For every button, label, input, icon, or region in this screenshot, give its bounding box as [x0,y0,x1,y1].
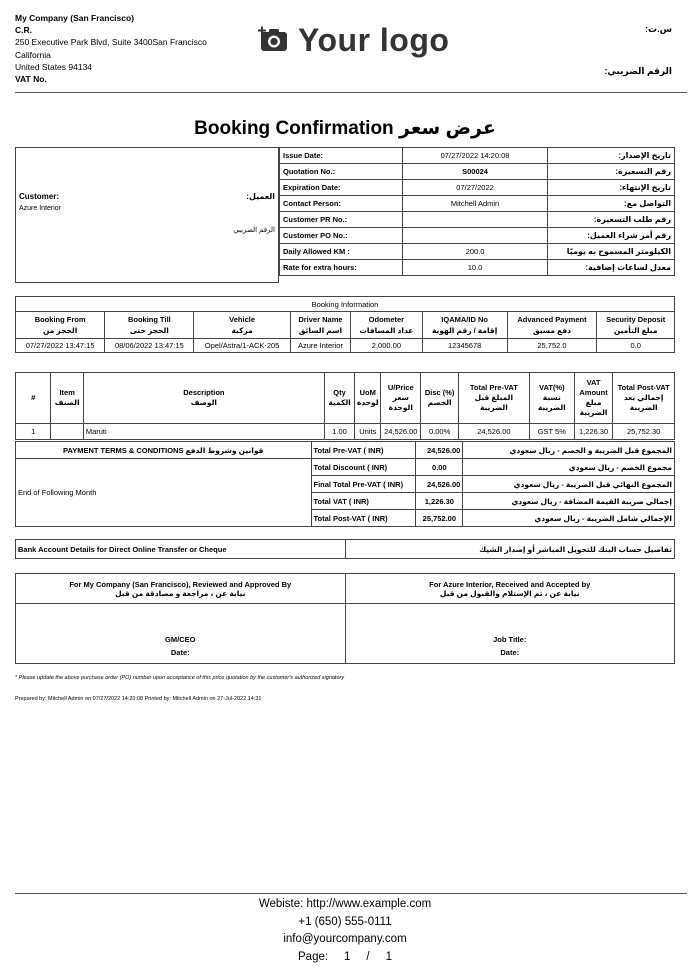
booking-col-header: Vehicle مركبة [194,312,290,339]
lines-col-header: Total Pre-VAT المبلغ قبل الضريبة [458,373,529,424]
info-value [403,212,547,228]
line-qty: 1.00 [324,424,354,440]
footer [0,896,690,966]
booking-col-header: Advanced Payment دفع مسبق [507,312,597,339]
lines-col-header: UoM لوحدة [355,373,381,424]
header-divider [15,92,687,93]
totals-row [16,442,675,459]
info-label-ar: تاريخ الإصدار: [547,148,674,164]
info-label: Rate for extra hours: [280,260,403,276]
driver-name: Azure Interior [290,339,350,353]
po-note: * Please update the above purchase order (PO) number upon acceptance of this price quotation by the customer's authorized signatory [15,675,345,681]
bank-details-label-ar: تفاصيل حساب البنك للتحويل المباشر أو إصدار الشيك [345,540,675,559]
lines-col-header: VAT(%) نسبة الضريبة [529,373,574,424]
signature-right-role: Job Title: [493,635,527,644]
info-value: Mitchell Admin [403,196,547,212]
lines-col-header: Item الصنف [51,373,83,424]
info-row [280,212,675,228]
info-label-ar: تاريخ الإنتهاء: [547,180,674,196]
booking-info-title: Booking Information [16,297,675,312]
bank-details-label: Bank Account Details for Direct Online Transfer or Cheque [16,540,346,559]
vehicle: Opel/Astra/1-ACK-205 [194,339,290,353]
booking-col-header: IQAMA/ID No إقامة / رقم الهوية [422,312,507,339]
signature-left-title: For My Company (San Francisco), Reviewed and Approved By نيابة عن ، مراجعة و مصادقة من قبل [16,574,346,604]
prepared-by: Prepared by: Mitchell Admin on 07/27/2022 14:20:08 Printed by: Mitchell Admin on 27-Jul-2022 14:31 [15,696,262,702]
company-address-line3: United States 94134 [15,61,93,72]
info-value: 10.0 [403,260,547,276]
totals-row [16,459,675,476]
company-address-line2: California [15,49,51,60]
info-label: Customer PO No.: [280,228,403,244]
total-label: Total VAT ( INR) [311,493,416,510]
lines-col-header: Total Post-VAT إجمالي بعد الضريبة [613,373,675,424]
line-total-pre-vat: 24,526.00 [458,424,529,440]
customer-name: Azure Interior [19,205,62,212]
footer-email: info@yourcompany.com [283,933,407,945]
lines-col-header: U/Price سعر الوحدة [381,373,421,424]
info-row [280,228,675,244]
booking-from: 07/27/2022 13:47:15 [16,339,105,353]
total-value: 25,752.00 [416,510,463,527]
total-label: Final Total Pre-VAT ( INR) [311,476,416,493]
vat-arabic-label: الرقم الضريبي: [604,66,672,76]
info-value [403,228,547,244]
info-label-ar: رقم أمر شراء العميل: [547,228,674,244]
order-lines-table [15,372,675,440]
company-block [15,12,207,85]
booking-data-row [16,339,675,353]
info-label-ar: معدل لساعات إضافية: [547,260,674,276]
info-label: Customer PR No.: [280,212,403,228]
lines-header-row [16,373,675,424]
total-label-ar: إجمالي ضريبة القيمة المضافة - ريال سعودي [463,493,675,510]
logo-text: Your logo [298,22,450,58]
line-number: 1 [16,424,51,440]
odometer: 2,000.00 [351,339,422,353]
company-address-line1: 250 Executive Park Blvd, Suite 3400San Francisco [15,37,207,48]
total-label-ar: الإجمالي شامل الضريبة - ريال سعودي [463,510,675,527]
company-vat: VAT No. [15,74,47,85]
company-cr: C.R. [15,25,32,36]
line-unit-price: 24,526.00 [381,424,421,440]
line-total-post-vat: 25,752.30 [613,424,675,440]
info-value: 07/27/2022 [403,180,547,196]
table-row [16,424,675,440]
total-label-ar: المجموع قبل الضريبة و الخصم - ريال سعودي [463,442,675,459]
customer-vat-ar: الرقم الضريبي [233,227,275,234]
line-uom: Units [355,424,381,440]
info-row [280,148,675,164]
info-label-ar: رقم طلب التسعيرة: [547,212,674,228]
info-row [280,164,675,180]
payment-terms-label: PAYMENT TERMS & CONDITIONS قوانين وشروط الدفع [16,442,312,459]
lines-col-header: Qty الكمية [324,373,354,424]
total-label: Total Post-VAT ( INR) [311,510,416,527]
cr-arabic-label: س.ت: [645,24,672,34]
total-label: Total Discount ( INR) [311,459,416,476]
info-label: Issue Date: [280,148,403,164]
info-row [280,244,675,260]
bank-details-table [15,539,675,559]
footer-page-number: Page: 1 / 1 [298,950,392,963]
total-value: 0.00 [416,459,463,476]
info-value: 200.0 [403,244,547,260]
security-deposit: 0.0 [597,339,675,353]
info-label: Contact Person: [280,196,403,212]
lines-col-header: # [16,373,51,424]
signature-left-role: GM/CEO [165,635,196,644]
signature-left-box [16,604,346,664]
total-value: 24,526.00 [416,476,463,493]
footer-phone: +1 (650) 555-0111 [298,915,392,928]
customer-label: Customer: [19,192,60,201]
advanced-payment: 25,752.0 [507,339,597,353]
line-vat-percent: GST 5% [529,424,574,440]
line-description: Maruti [83,424,324,440]
info-value: S00024 [403,164,547,180]
booking-col-header: Odometer عداد المسافات [351,312,422,339]
booking-till: 08/06/2022 13:47:15 [105,339,194,353]
total-label-ar: مجموع الخصم - ريال سعودي [463,459,675,476]
quotation-info-table [279,147,675,276]
info-label: Expiration Date: [280,180,403,196]
booking-header-row [16,312,675,339]
info-value: 07/27/2022 14:20:08 [403,148,547,164]
info-row [280,180,675,196]
info-label-ar: الكيلومتر المسموح به يوميًا [547,244,674,260]
customer-box [15,147,279,283]
booking-col-header: Booking Till الحجز حتى [105,312,194,339]
total-label: Total Pre-VAT ( INR) [311,442,416,459]
signature-table [15,573,675,664]
lines-col-header: Disc (%) الخصم [421,373,459,424]
total-label-ar: المجموع النهائي قبل الضريبة - ريال سعودي [463,476,675,493]
camera-icon [258,26,288,52]
lines-col-header: VAT Amount مبلغ الضريبة [574,373,613,424]
signature-right-box [345,604,675,664]
info-label-ar: رقم التسعيرة: [547,164,674,180]
line-discount: 0.00% [421,424,459,440]
signature-left-date: Date: [170,648,190,657]
payment-terms-value: End of Following Month [16,459,312,527]
company-logo [258,22,458,64]
info-row [280,196,675,212]
page-title: Booking Confirmation عرض سعر [194,118,496,139]
total-value: 24,526.00 [416,442,463,459]
lines-col-header: Description الوصف [83,373,324,424]
booking-info-table [15,296,675,353]
total-value: 1,226.30 [416,493,463,510]
customer-label-ar: العميل: [246,192,275,201]
footer-divider [15,893,687,894]
signature-right-date: Date: [500,648,520,657]
signature-right-title: For Azure Interior, Received and Accepted by نيابة عن ، تم الإستلام والقبول من قبل [345,574,675,604]
company-name: My Company (San Francisco) [15,13,135,23]
booking-col-header: Driver Name اسم السائق [290,312,350,339]
line-vat-amount: 1,226.30 [574,424,613,440]
terms-totals-table [15,441,675,527]
booking-col-header: Security Deposit مبلغ التأمين [597,312,675,339]
iqama-id: 12345678 [422,339,507,353]
info-label: Quotation No.: [280,164,403,180]
info-label-ar: التواصل مع: [547,196,674,212]
booking-col-header: Booking From الحجز من [16,312,105,339]
info-label: Daily Allowed KM : [280,244,403,260]
line-item [51,424,83,440]
info-row [280,260,675,276]
footer-website: Webiste: http://www.example.com [258,898,432,910]
